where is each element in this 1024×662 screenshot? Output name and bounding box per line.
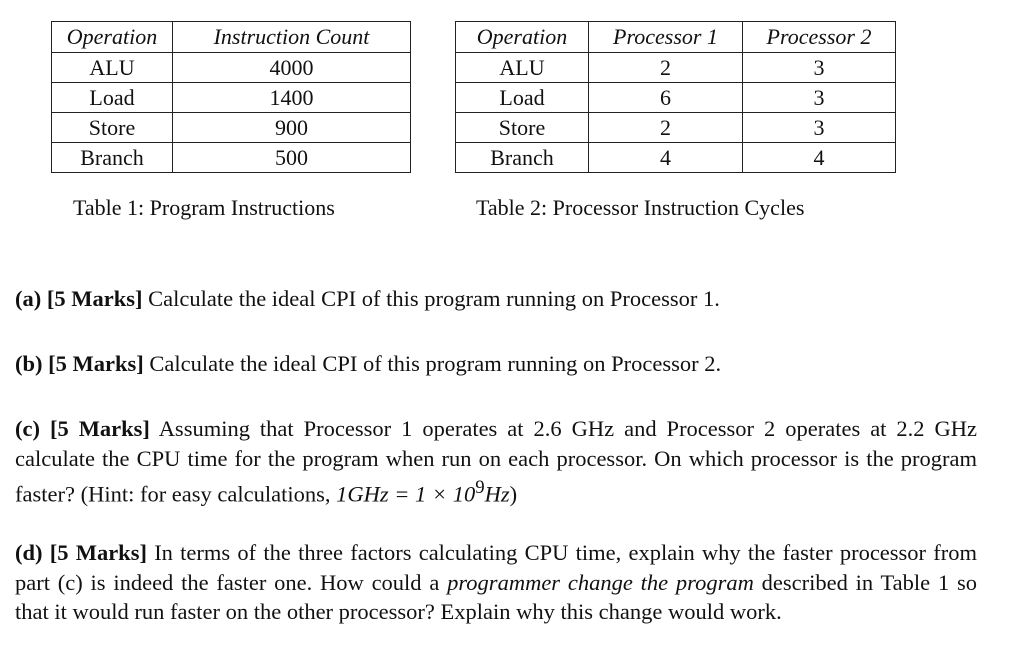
question-text: Calculate the ideal CPI of this program running on Processor 1. xyxy=(148,286,720,311)
table-cell: ALU xyxy=(456,53,589,83)
column-header: Operation xyxy=(52,22,173,53)
column-header: Operation xyxy=(456,22,589,53)
table-cell: 1400 xyxy=(173,83,411,113)
question-b xyxy=(15,349,977,379)
question-label: (c) xyxy=(15,416,40,441)
table-cell: 2 xyxy=(589,53,743,83)
column-header: Processor 2 xyxy=(743,22,896,53)
table-cell: 6 xyxy=(589,83,743,113)
question-d xyxy=(15,538,977,627)
table-cell: Store xyxy=(52,113,173,143)
hint-close: ) xyxy=(509,481,518,507)
table-row xyxy=(52,113,411,143)
table-row xyxy=(52,143,411,173)
table1-caption: Table 1: Program Instructions xyxy=(73,195,335,220)
table-cell: 4000 xyxy=(173,53,411,83)
hint-formula: 1GHz = 1 × 10 xyxy=(336,481,476,507)
table-row xyxy=(456,143,896,173)
table-header-row xyxy=(456,22,896,53)
table-header-row xyxy=(52,22,411,53)
table-cell: ALU xyxy=(52,53,173,83)
question-text: described in Table 1 so that it would run faster on the other processor? Explain why this change would work. xyxy=(15,569,977,624)
table-cell: 2 xyxy=(589,113,743,143)
table-cell: 3 xyxy=(743,113,896,143)
question-text: In terms of the three factors calculating CPU time, explain why the faster processor from part (c) is indeed the faster one. How could a xyxy=(15,540,978,595)
table-row xyxy=(456,113,896,143)
table-cell: 3 xyxy=(743,53,896,83)
table2-caption: Table 2: Processor Instruction Cycles xyxy=(476,195,805,220)
hint-exponent: 9 xyxy=(475,477,485,498)
table-cell: Store xyxy=(456,113,589,143)
hint-unit: Hz xyxy=(484,481,510,507)
table-row xyxy=(456,83,896,113)
question-marks: [5 Marks] xyxy=(49,540,147,565)
question-label: (a) xyxy=(15,286,42,311)
question-c xyxy=(15,414,977,509)
table-cell: Load xyxy=(456,83,589,113)
question-marks: [5 Marks] xyxy=(48,351,144,376)
question-text: Calculate the ideal CPI of this program running on Processor 2. xyxy=(149,351,722,376)
table-row xyxy=(52,83,411,113)
table-cell: 4 xyxy=(589,143,743,173)
question-a xyxy=(15,284,977,314)
table-cell: Load xyxy=(52,83,173,113)
question-label: (b) xyxy=(15,351,43,376)
processor-cycles-table xyxy=(455,21,896,173)
column-header: Instruction Count xyxy=(173,22,411,53)
table-cell: Branch xyxy=(52,143,173,173)
question-marks: [5 Marks] xyxy=(46,286,143,311)
question-label: (d) xyxy=(15,540,43,565)
table-cell: 3 xyxy=(743,83,896,113)
question-marks: [5 Marks] xyxy=(49,416,150,441)
table-cell: 900 xyxy=(173,113,411,143)
column-header: Processor 1 xyxy=(589,22,743,53)
question-emphasis: programmer change the program xyxy=(447,569,754,595)
question-text: Assuming that Processor 1 operates at 2.6 GHz and Processor 2 operates at 2.2 GHz calculate the CPU time for the program when run on each processor. On which processor is the program faster? (Hint: for easy calculations, xyxy=(15,416,978,507)
table-cell: Branch xyxy=(456,143,589,173)
table-cell: 500 xyxy=(173,143,411,173)
table-cell: 4 xyxy=(743,143,896,173)
table-row xyxy=(52,53,411,83)
table-row xyxy=(456,53,896,83)
instruction-count-table xyxy=(51,21,411,173)
